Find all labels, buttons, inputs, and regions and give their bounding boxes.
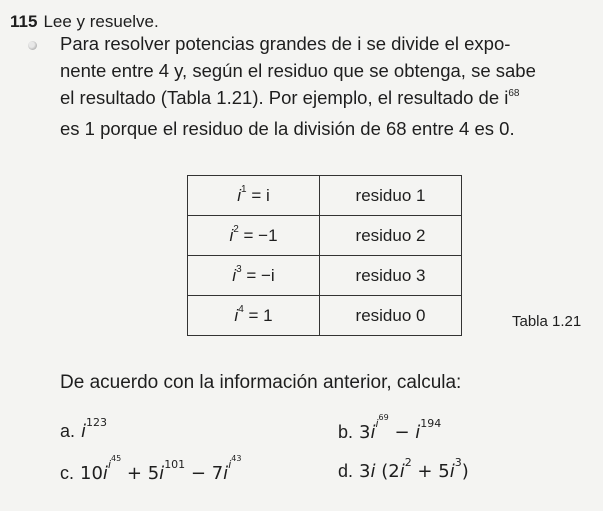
bullet-icon [28, 41, 37, 50]
example-exponent: 68 [508, 88, 520, 99]
exercise-a: a. $i^{123}$ [60, 416, 108, 442]
exercise-d-label: d. [338, 461, 354, 481]
paragraph-line-3: el resultado (Tabla 1.21). Por ejemplo, el resultado de $i^{68}$ [60, 87, 520, 108]
table-row [188, 176, 462, 216]
powers-of-i-table [187, 175, 462, 336]
paragraph-line-4: es 1 porque el residuo de la división de 68 entre 4 es 0. [60, 118, 515, 139]
table-row [188, 216, 462, 256]
power-cell: $i^4 = 1$ [188, 296, 320, 336]
exercise-header [10, 12, 159, 32]
exercise-d: d. 3i $(2i^2 + 5i^3)$ [338, 456, 469, 482]
residue-cell: residuo 3 [320, 256, 462, 296]
table-row [188, 296, 462, 336]
explanation-paragraph [60, 30, 600, 142]
residue-cell: residuo 1 [320, 176, 462, 216]
exercise-number: 115 [10, 12, 38, 31]
table-row [188, 256, 462, 296]
power-cell: $i^1 = i$ [188, 176, 320, 216]
residue-cell: residuo 2 [320, 216, 462, 256]
exercise-c: c. $10i^{i^{45}} + 5i^{101} - 7i^{i^{43}}$ [60, 454, 242, 484]
exercise-a-label: a. [60, 421, 76, 441]
paragraph-line-1: Para resolver potencias grandes de i se divide el expo- [60, 33, 511, 54]
exercise-b-label: b. [338, 421, 354, 442]
residue-cell: residuo 0 [320, 296, 462, 336]
power-cell: $i^3 = -i$ [188, 256, 320, 296]
paragraph-line-2: nente entre 4 y, según el residuo que se obtenga, se sabe [60, 60, 536, 81]
instruction: De acuerdo con la información anterior, calcula: [60, 372, 462, 393]
power-cell: $i^2 = -1$ [188, 216, 320, 256]
exercise-title: Lee y resuelve. [43, 12, 159, 31]
exercise-b: b. $3i^{i^{69}} - i^{194}$ [338, 413, 442, 443]
exercise-c-label: c. [60, 462, 75, 483]
table-caption: Tabla 1.21 [512, 313, 582, 330]
